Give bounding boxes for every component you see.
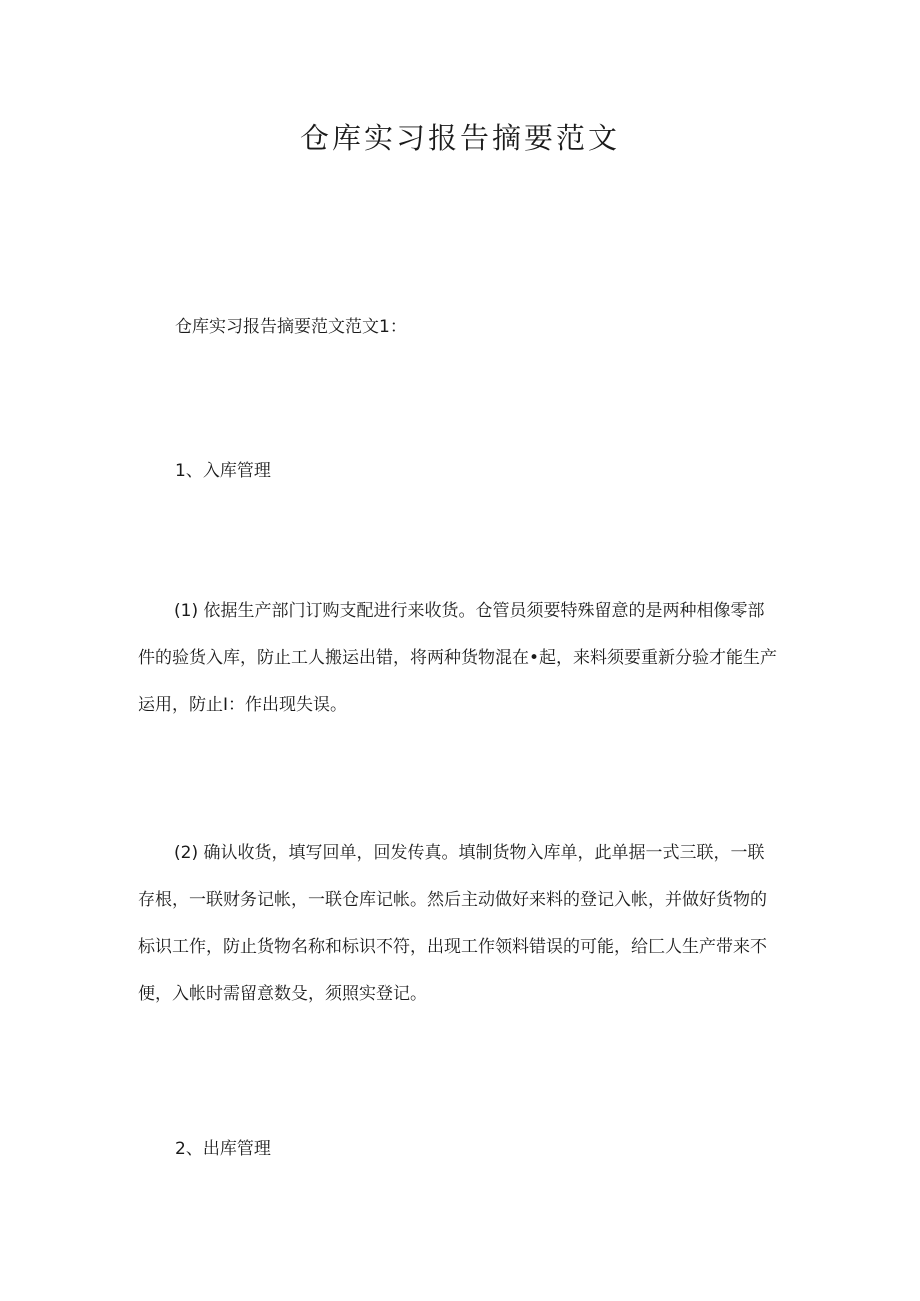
section-heading-inbound: 1、入库管理: [175, 461, 271, 481]
section-heading-outbound: 2、出库管理: [175, 1139, 271, 1159]
document-title: 仓库实习报告摘要范文: [299, 121, 620, 155]
paragraph-confirm-receipt: (2) 确认收货，填写回单，回发传真。填制货物入库单，此单据一式三联，一联存根，一联财务记帐，一联仓库记帐。然后主动做好来料的登记入帐，并做好货物的标识工作，防止货物名称和标识不符，出现工作领料错误的可能，给匚人生产带来不便，入帐时需留意数殳，须照实登记。: [138, 843, 767, 1004]
document-subtitle: 仓库实习报告摘要范文范文1：: [175, 317, 407, 337]
paragraph-receiving: (1) 依据生产部门订购支配进行来收货。仓管员须要特殊留意的是两种相像零部件的验货入库，防止工人搬运出错，将两种货物混在•起，来料须要重新分验才能生产运用，防止I：作出现失误。: [138, 601, 778, 715]
